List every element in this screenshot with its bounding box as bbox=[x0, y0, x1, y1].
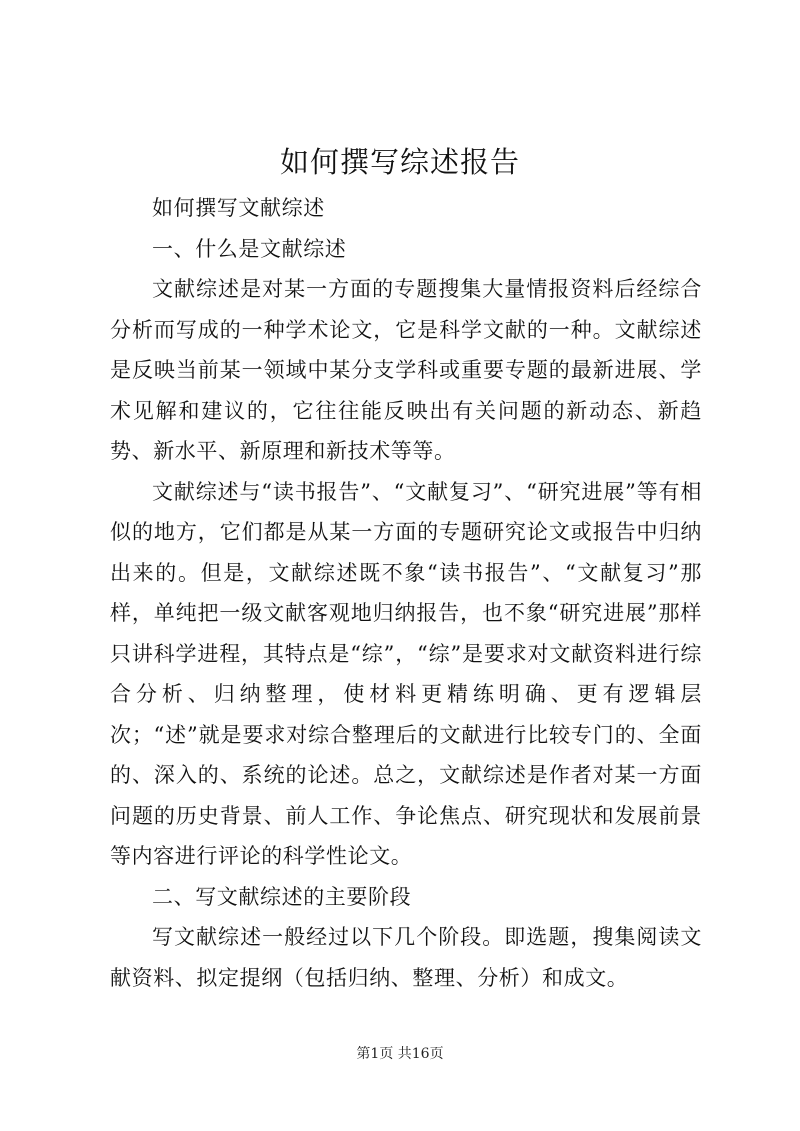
paragraph-subtitle: 如何撰写文献综述 bbox=[152, 196, 325, 220]
paragraph-definition: 文献综述是对某一方面的专题搜集大量情报资料后经综合分析而写成的一种学术论文，它是科学文献的一种。文献综述是反映当前某一领域中某分支学科或重要专题的最新进展、学术见解和建议的，它往往能反映出有关问题的新动态、新趋势、新水平、新原理和新技术等等。 bbox=[110, 277, 702, 463]
section-heading-1: 一、什么是文献综述 bbox=[152, 236, 347, 261]
page-number-footer: 第1页 共16页 bbox=[356, 1046, 444, 1062]
document-body bbox=[110, 188, 702, 998]
document-title: 如何撰写综述报告 bbox=[279, 145, 520, 179]
section-heading-2: 二、写文献综述的主要阶段 bbox=[152, 884, 412, 909]
paragraph-stages: 写文献综述一般经过以下几个阶段。即选题，搜集阅读文献资料、拟定提纲（包括归纳、整理、分析）和成文。 bbox=[110, 925, 702, 990]
paragraph-comparison: 文献综述与“读书报告”、“文献复习”、“研究进展”等有相似的地方，它们都是从某一方面的专题研究论文或报告中归纳出来的。但是，文献综述既不象“读书报告”、“文献复习”那样，单纯把一级文献客观地归纳报告，也不象“研究进展”那样只讲科学进程，其特点是“综”，“综”是要求对文献资料进行综合分析、归纳整理，使材料更精练明确、更有逻辑层次；“述”就是要求对综合整理后的文献进行比较专门的、全面的、深入的、系统的论述。总之，文献综述是作者对某一方面问题的历史背景、前人工作、争论焦点、研究现状和发展前景等内容进行评论的科学性论文。 bbox=[110, 479, 702, 868]
